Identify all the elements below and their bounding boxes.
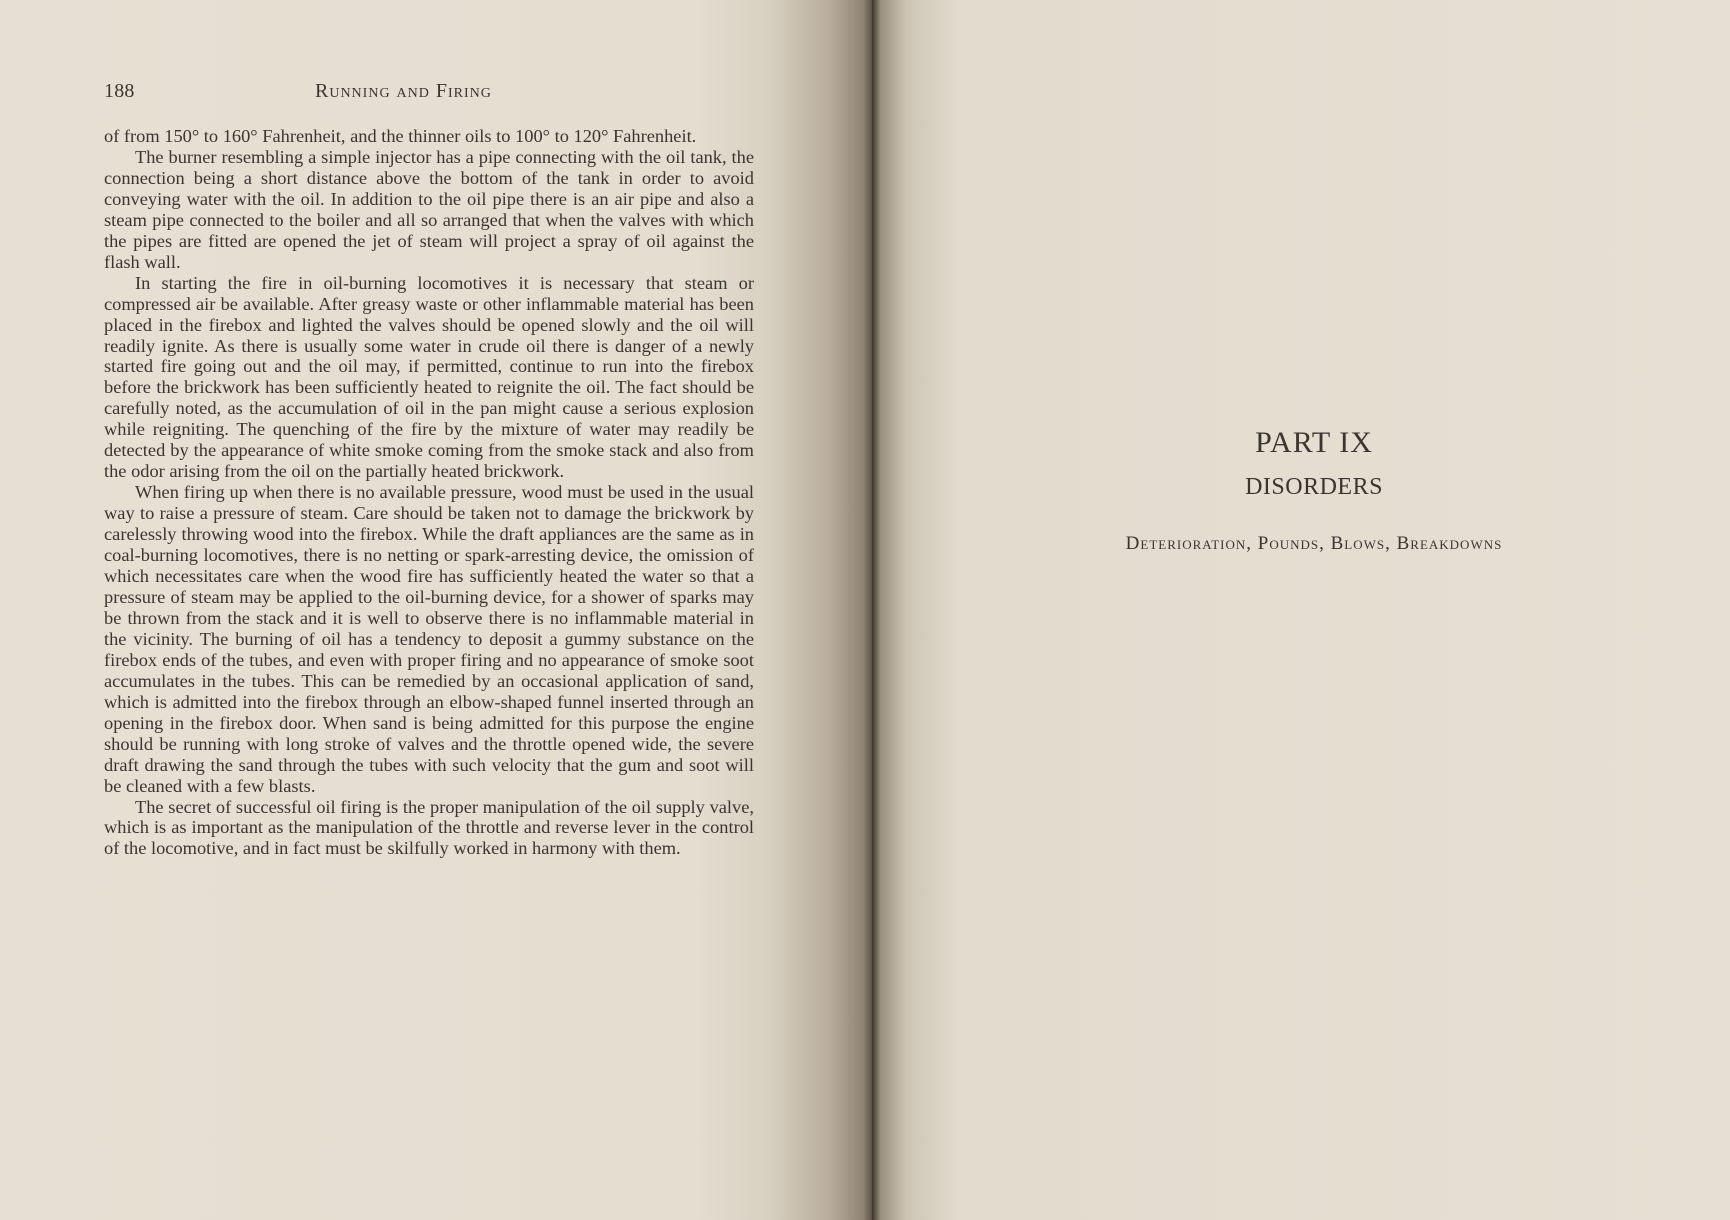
part-title: DISORDERS (1245, 474, 1383, 500)
paragraph: When firing up when there is no available pressure, wood must be used in the usual way to raise a pressure of steam. Care should be taken not to damage the brickwork by carelessly throwing wood into the firebox. While the draft appliances are the same as in coal-burning locomotives, there is no netting or spark-arresting device, the omission of which necessitates care when the wood fire has sufficiently heated the water so that a pressure of steam may be applied to the oil-burning device, for a shower of sparks may be thrown from the stack and it is well to observe there is no inflammable material in the vicinity. The burning of oil has a tendency to deposit a gummy substance on the firebox ends of the tubes, and even with proper firing and no appearance of smoke soot accumulates in the tubes. This can be remedied by an occasional application of sand, which is admitted into the firebox through an elbow-shaped funnel inserted through an opening in the firebox door. When sand is being admitted for this purpose the engine should be running with long stroke of valves and the throttle opened wide, the severe draft drawing the sand through the tubes with such velocity that the gum and soot will be cleaned with a few blasts. (104, 482, 754, 796)
running-head (104, 80, 754, 106)
right-page (872, 0, 1730, 1220)
paragraph: The secret of successful oil firing is the proper manipulation of the oil supply valve, which is as important as the manipulation of the throttle and reverse lever in the control of the locomotive, and in fact must be skilfully worked in harmony with them. (104, 796, 754, 859)
body-text (104, 126, 754, 859)
paragraph: In starting the fire in oil-burning locomotives it is necessary that steam or compressed air be available. After greasy waste or other inflammable material has been placed in the firebox and lighted the valves should be opened slowly and the oil will readily ignite. As there is usually some water in crude oil there is danger of a newly started fire going out and the oil may, if permitted, continue to run into the firebox before the brickwork has been sufficiently heated to reignite the oil. The fact should be carefully noted, as the accumulation of oil in the pan might cause a serious explosion while reigniting. The quenching of the fire by the mixture of water may readily be detected by the appearance of white smoke coming from the smoke stack and also from the odor arising from the oil on the partially heated brickwork. (104, 272, 754, 482)
paragraph: of from 150° to 160° Fahrenheit, and the thinner oils to 100° to 120° Fahrenheit. (104, 126, 697, 146)
running-title: Running and Firing (315, 80, 492, 102)
part-subtitle: Deterioration, Pounds, Blows, Breakdowns (1125, 533, 1503, 554)
part-number: PART IX (1255, 426, 1373, 459)
paragraph: The burner resembling a simple injector has a pipe connecting with the oil tank, the connection being a short distance above the bottom of the tank in order to avoid conveying water with the oil. In addition to the oil pipe there is an air pipe and also a steam pipe connected to the boiler and all so arranged that when the valves with which the pipes are fitted are opened the jet of steam will project a spray of oil against the flash wall. (104, 146, 754, 272)
page-number: 188 (104, 80, 135, 102)
